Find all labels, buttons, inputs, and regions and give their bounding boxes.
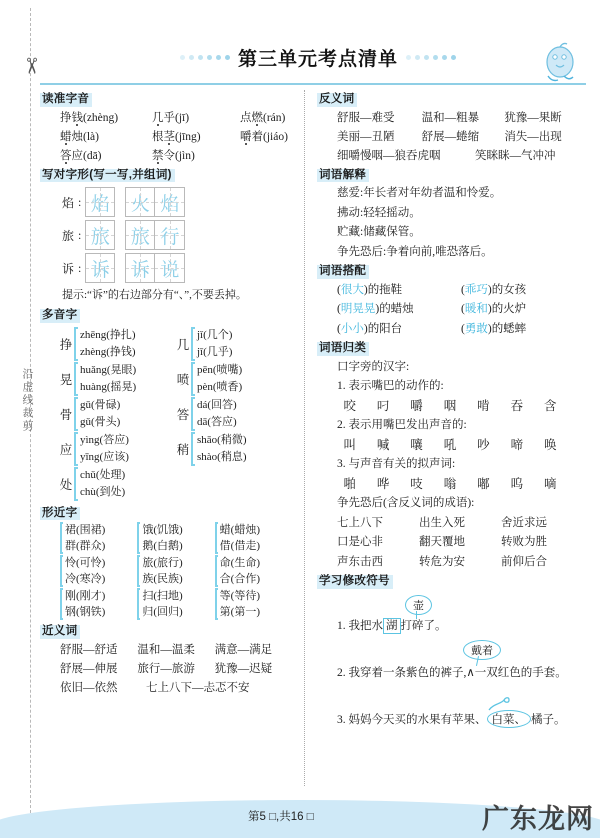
collocation-noun: 的阳台 bbox=[367, 322, 403, 335]
similar-char-row bbox=[40, 555, 292, 587]
colon: : bbox=[78, 260, 82, 275]
classification-char: 咽 bbox=[443, 398, 457, 413]
polyphone-reading: gū(骨碌) bbox=[80, 398, 121, 411]
polyphone-item bbox=[58, 432, 175, 466]
revision-example-2 bbox=[317, 644, 587, 680]
right-dots-ornament bbox=[406, 55, 456, 60]
synonym-row bbox=[40, 660, 292, 679]
similar-char-pair bbox=[137, 522, 214, 554]
classification-char: 啼 bbox=[510, 437, 524, 452]
antonym-pair: 笑眯眯—气冲冲 bbox=[475, 149, 556, 162]
revision-circled-text: 白菜、 bbox=[487, 710, 532, 728]
similar-char-entry: 归(回归) bbox=[142, 606, 183, 618]
brace-icon bbox=[74, 362, 78, 396]
glyph-cell-word[interactable]: 焰 bbox=[155, 187, 185, 217]
classification-char-list bbox=[317, 436, 567, 456]
polyphone-char: 晃 bbox=[59, 372, 73, 387]
explanation-item: 慈爱:年长者对年幼者温和怜爱。 bbox=[337, 187, 502, 199]
synonym-pair: 满意—满足 bbox=[214, 643, 273, 656]
antonym-pair: 温和—粗暴 bbox=[421, 111, 480, 124]
similar-char-pair bbox=[60, 588, 137, 620]
pinyin-item: 嚼着(jiáo) bbox=[240, 130, 288, 143]
similar-char-pair bbox=[215, 588, 292, 620]
antonym-pair: 消失—出现 bbox=[504, 130, 562, 143]
collocation-noun: 的蜡烛 bbox=[379, 303, 414, 315]
similar-char-entry: 族(民族) bbox=[142, 573, 183, 585]
glyph-word-cells bbox=[125, 220, 185, 250]
similar-char-entry: 命(生命) bbox=[219, 557, 260, 569]
explanation-item: 争先恐后:争着向前,唯恐落后。 bbox=[337, 245, 493, 258]
section-heading-classification: 词语归类 bbox=[317, 342, 369, 356]
brace-icon bbox=[137, 522, 140, 554]
polyphone-item bbox=[58, 467, 175, 501]
classification-char: 嘀 bbox=[543, 476, 557, 491]
revision-text-after: 橘子。 bbox=[531, 713, 566, 726]
section-heading-polyphones: 多音字 bbox=[40, 309, 80, 323]
brace-icon bbox=[60, 588, 63, 620]
similar-char-entry: 裙(围裙) bbox=[65, 524, 106, 536]
polyphone-item bbox=[175, 397, 292, 431]
idiom-item: 声东击西 bbox=[337, 555, 383, 568]
classification-char: 唤 bbox=[543, 437, 557, 452]
similar-char-pair bbox=[137, 588, 214, 620]
antonym-pair: 美丽—丑陋 bbox=[337, 130, 395, 143]
glyph-practice-row bbox=[40, 220, 292, 250]
synonym-pair: 舒展—伸展 bbox=[60, 662, 118, 675]
revision-text-after: 打碎了。 bbox=[400, 619, 447, 632]
classification-char: 吼 bbox=[443, 437, 457, 452]
brace-icon bbox=[60, 522, 63, 554]
classification-char: 喊 bbox=[376, 437, 390, 452]
brace-icon bbox=[74, 397, 78, 431]
revision-correction-label: 戴着 bbox=[463, 640, 501, 660]
watermark bbox=[482, 797, 594, 836]
collocation-item: (明晃晃)的蜡烛 bbox=[337, 303, 414, 315]
glyph-cell-word[interactable]: 旅 bbox=[125, 220, 155, 250]
page-footer bbox=[0, 786, 600, 838]
idiom-item: 转败为胜 bbox=[501, 536, 547, 548]
idiom-item: 七上八下 bbox=[337, 516, 383, 529]
classification-char: 叫 bbox=[343, 437, 356, 452]
glyph-cell-word[interactable]: 说 bbox=[155, 253, 185, 283]
antonym-pair: 舒服—难受 bbox=[337, 111, 395, 124]
antonym-pair: 舒展—蜷缩 bbox=[421, 130, 480, 143]
explanation-item: 贮藏:储藏保管。 bbox=[337, 226, 421, 238]
glyph-cell-single[interactable]: 诉 bbox=[85, 253, 115, 283]
antonym-pair: 犹豫—果断 bbox=[504, 111, 562, 124]
delete-mark-icon bbox=[487, 694, 513, 712]
classification-char: 啪 bbox=[343, 476, 356, 491]
polyphone-char: 答 bbox=[176, 407, 190, 422]
polyphone-char: 稍 bbox=[176, 442, 190, 457]
similar-char-entry: 鹅(白鹅) bbox=[142, 540, 183, 552]
left-column bbox=[40, 90, 298, 786]
similar-char-row bbox=[40, 588, 292, 620]
left-dots-ornament bbox=[180, 55, 230, 60]
revision-number: 2. bbox=[337, 666, 346, 679]
brace-icon bbox=[74, 432, 78, 466]
cartoon-mascot-icon bbox=[538, 40, 580, 88]
classification-char: 含 bbox=[543, 398, 557, 413]
classification-char-list bbox=[317, 397, 567, 417]
polyphone-item bbox=[175, 432, 292, 466]
brace-icon bbox=[191, 327, 195, 361]
pinyin-item: 几乎(jī) bbox=[152, 111, 190, 124]
classification-char: 嚷 bbox=[410, 437, 423, 452]
classification-char: 啃 bbox=[477, 398, 490, 413]
polyphone-reading: pèn(喷香) bbox=[197, 380, 243, 393]
content-columns bbox=[40, 90, 586, 786]
polyphone-item bbox=[175, 327, 292, 361]
glyph-cell-word[interactable]: 行 bbox=[155, 220, 185, 250]
polyphone-reading: jǐ(几个) bbox=[197, 328, 233, 341]
similar-char-entry: 扫(扫地) bbox=[142, 590, 183, 602]
antonym-row bbox=[317, 147, 587, 166]
polyphone-char: 骨 bbox=[59, 407, 73, 422]
classification-char-list bbox=[317, 475, 567, 495]
cut-hint-vertical-text: 沿虚线裁剪 bbox=[21, 368, 33, 433]
colon: : bbox=[78, 194, 82, 209]
similar-char-entry: 钢(钢铁) bbox=[65, 606, 106, 618]
polyphone-char: 几 bbox=[176, 337, 190, 352]
brace-icon bbox=[74, 467, 78, 501]
brace-icon bbox=[215, 555, 218, 587]
similar-char-entry: 合(合作) bbox=[219, 573, 260, 585]
similar-char-entry: 冷(寒冷) bbox=[65, 573, 106, 585]
revision-text-after: 一双红色的手套。 bbox=[474, 666, 567, 679]
polyphone-reading: dā(答应) bbox=[197, 415, 237, 428]
similar-char-entry: 蜡(蜡烛) bbox=[219, 524, 260, 536]
polyphone-reading: huàng(摇晃) bbox=[80, 380, 137, 393]
collocation-noun: 的火炉 bbox=[491, 303, 527, 315]
section-heading-revision-symbols: 学习修改符号 bbox=[317, 575, 393, 589]
idiom-row bbox=[317, 533, 587, 553]
glyph-cell-word[interactable]: 火 bbox=[125, 187, 155, 217]
polyphone-column-right bbox=[175, 327, 292, 502]
polyphone-reading: gǔ(骨头) bbox=[80, 415, 121, 428]
polyphone-reading: pēn(喷嘴) bbox=[197, 363, 243, 376]
synonym-pair: 七上八下—忐忑不安 bbox=[146, 681, 250, 694]
similar-char-row bbox=[40, 522, 292, 554]
idiom-item: 舍近求远 bbox=[501, 516, 547, 529]
idiom-item: 口是心非 bbox=[337, 536, 383, 548]
section-heading-synonyms: 近义词 bbox=[40, 625, 80, 639]
polyphone-char: 处 bbox=[59, 477, 73, 492]
polyphone-reading: zhēng(挣扎) bbox=[80, 328, 136, 341]
collocation-modifier: 小小 bbox=[340, 322, 364, 335]
classification-char: 呜 bbox=[510, 476, 524, 491]
pinyin-row bbox=[40, 147, 292, 166]
polyphone-item bbox=[175, 362, 292, 396]
polyphone-char: 挣 bbox=[59, 337, 73, 352]
polyphone-reading: shào(稍息) bbox=[197, 450, 247, 463]
section-heading-pinyin: 读准字音 bbox=[40, 93, 92, 107]
pinyin-item: 点燃(rán) bbox=[240, 111, 286, 124]
glyph-cell-single[interactable]: 旅 bbox=[85, 220, 115, 250]
collocation-noun: 的女孩 bbox=[491, 283, 527, 296]
similar-char-entry: 等(等待) bbox=[219, 590, 260, 602]
collocation-row bbox=[317, 300, 587, 320]
collocation-item: (乖巧)的女孩 bbox=[461, 283, 527, 296]
header-rule bbox=[40, 83, 586, 85]
synonym-row bbox=[40, 679, 292, 698]
polyphone-item bbox=[58, 327, 175, 361]
synonym-pair: 旅行—旅游 bbox=[137, 662, 195, 675]
classification-char: 嚼 bbox=[410, 398, 423, 413]
classification-char: 吞 bbox=[510, 398, 524, 413]
similar-char-entry: 刚(刚才) bbox=[65, 590, 106, 602]
collocation-modifier: 明晃晃 bbox=[340, 303, 376, 315]
glyph-label: 诉 bbox=[62, 261, 75, 276]
glyph-practice-row bbox=[40, 253, 292, 283]
brace-icon bbox=[191, 397, 195, 431]
idiom-row bbox=[317, 553, 587, 573]
polyphone-char: 应 bbox=[59, 442, 73, 457]
polyphone-reading: dá(回答) bbox=[197, 398, 237, 411]
brace-icon bbox=[60, 555, 63, 587]
pinyin-item: 根茎(jīng) bbox=[152, 130, 201, 143]
page-number: 第5 □,共16 □ bbox=[248, 811, 314, 823]
polyphone-reading: shāo(稍微) bbox=[197, 433, 247, 446]
collocation-noun: 的拖鞋 bbox=[367, 283, 403, 296]
revision-number: 1. bbox=[337, 619, 346, 632]
pinyin-row bbox=[40, 128, 292, 147]
polyphone-item bbox=[58, 362, 175, 396]
idiom-item: 出生入死 bbox=[419, 516, 465, 529]
caret-insert-icon: ∧ bbox=[466, 666, 475, 679]
similar-char-entry: 群(群众) bbox=[65, 540, 106, 552]
polyphone-reading: jī(几乎) bbox=[197, 345, 233, 358]
collocation-modifier: 勇敢 bbox=[464, 322, 488, 335]
pinyin-row bbox=[40, 109, 292, 128]
section-heading-similar-chars: 形近字 bbox=[40, 507, 80, 521]
classification-char: 吱 bbox=[410, 476, 423, 491]
collocation-row bbox=[317, 320, 587, 340]
polyphone-reading: yìng(答应) bbox=[80, 433, 129, 446]
antonym-row bbox=[317, 128, 587, 147]
revision-example-3 bbox=[317, 710, 587, 728]
polyphone-reading: huǎng(晃眼) bbox=[80, 363, 137, 376]
brace-icon bbox=[137, 555, 140, 587]
classification-group-label: 2. 表示用嘴巴发出声音的: bbox=[337, 419, 467, 431]
classification-char: 哗 bbox=[376, 476, 390, 491]
similar-char-entry: 借(借走) bbox=[219, 540, 260, 552]
revision-text-before: 我把水 bbox=[348, 619, 383, 632]
brace-icon bbox=[191, 432, 195, 466]
polyphone-block bbox=[40, 327, 292, 502]
classification-group-label: 1. 表示嘴巴的动作的: bbox=[337, 380, 444, 392]
polyphone-reading: chù(到处) bbox=[80, 485, 126, 498]
section-heading-glyphs: 写对字形(写一写,并组词) bbox=[40, 169, 175, 183]
similar-char-pair bbox=[60, 555, 137, 587]
revision-boxed-char: 湖 bbox=[383, 618, 401, 634]
similar-char-pair bbox=[215, 555, 292, 587]
collocation-noun: 的蟋蟀 bbox=[491, 322, 527, 335]
glyph-label: 焰 bbox=[62, 195, 75, 210]
glyph-cell-single[interactable]: 焰 bbox=[85, 187, 115, 217]
similar-char-pair bbox=[60, 522, 137, 554]
revision-number: 3. bbox=[337, 713, 346, 726]
brace-icon bbox=[215, 588, 218, 620]
pinyin-item: 答应(dā) bbox=[60, 149, 102, 162]
column-divider bbox=[304, 90, 305, 786]
glyph-word-cells bbox=[125, 187, 185, 217]
synonym-pair: 舒服—舒适 bbox=[60, 643, 118, 656]
brace-icon bbox=[74, 327, 78, 361]
collocation-modifier: 暖和 bbox=[464, 303, 488, 315]
glyph-word-cells bbox=[125, 253, 185, 283]
antonym-row bbox=[317, 109, 587, 128]
collocation-modifier: 乖巧 bbox=[464, 283, 488, 296]
idiom-row bbox=[317, 514, 587, 534]
pinyin-item: 蜡烛(là) bbox=[60, 130, 99, 143]
glyph-cell-word[interactable]: 诉 bbox=[125, 253, 155, 283]
collocation-item: (很大)的拖鞋 bbox=[337, 283, 403, 296]
synonym-pair: 犹豫—迟疑 bbox=[214, 662, 273, 675]
revision-example-1 bbox=[317, 599, 587, 634]
brace-icon bbox=[191, 362, 195, 396]
classification-char: 嘟 bbox=[477, 476, 490, 491]
similar-char-pair bbox=[215, 522, 292, 554]
right-column bbox=[311, 90, 587, 786]
watermark-text: 广东龙网 bbox=[482, 804, 594, 834]
collocation-modifier: 很大 bbox=[340, 283, 364, 296]
brace-icon bbox=[215, 522, 218, 554]
similar-char-entry: 怜(可怜) bbox=[65, 557, 106, 569]
classification-char: 吵 bbox=[477, 437, 490, 452]
similar-char-entry: 第(第一) bbox=[219, 606, 260, 618]
colon: : bbox=[78, 227, 82, 242]
explanation-item: 拂动:轻轻摇动。 bbox=[337, 206, 421, 219]
classification-group-label: 3. 与声音有关的拟声词: bbox=[337, 458, 456, 470]
polyphone-reading: zhèng(挣钱) bbox=[80, 345, 136, 358]
glyph-hint-text: 提示:“诉”的右边部分有“、”,不要丢掉。 bbox=[62, 289, 247, 301]
scissors-icon: ✂ bbox=[19, 56, 44, 76]
collocation-item: (勇敢)的蟋蟀 bbox=[461, 322, 527, 335]
similar-char-entry: 饿(饥饿) bbox=[142, 524, 183, 536]
idiom-intro: 争先恐后(含反义词的成语): bbox=[337, 497, 475, 509]
section-heading-collocations: 词语搭配 bbox=[317, 265, 369, 279]
polyphone-reading: yīng(应该) bbox=[80, 450, 129, 463]
page-header bbox=[48, 38, 588, 82]
classification-char: 咬 bbox=[343, 398, 356, 413]
collocation-row bbox=[317, 281, 587, 301]
revision-text-before: 我穿着一条紫色的裤子, bbox=[348, 666, 467, 679]
idiom-item: 转危为安 bbox=[419, 555, 465, 568]
revision-text-before: 妈妈今天买的水果有苹果、 bbox=[348, 713, 487, 726]
collocation-item: (暖和)的火炉 bbox=[461, 303, 527, 315]
page-title: 第三单元考点清单 bbox=[237, 49, 398, 70]
synonym-pair: 依旧—依然 bbox=[60, 681, 118, 694]
classification-char: 嗡 bbox=[443, 476, 457, 491]
classification-intro: 口字旁的汉字: bbox=[337, 360, 410, 373]
pinyin-item: 禁令(jìn) bbox=[152, 149, 195, 162]
glyph-label: 旅 bbox=[62, 228, 75, 243]
section-heading-explanations: 词语解释 bbox=[317, 169, 369, 183]
brace-icon bbox=[137, 588, 140, 620]
similar-char-entry: 旅(旅行) bbox=[142, 557, 183, 569]
synonym-row bbox=[40, 641, 292, 660]
antonym-pair: 细嚼慢咽—狼吞虎咽 bbox=[337, 149, 441, 162]
section-heading-antonyms: 反义词 bbox=[317, 93, 357, 107]
polyphone-column-left bbox=[58, 327, 175, 502]
classification-char: 叼 bbox=[376, 398, 390, 413]
idiom-item: 前仰后合 bbox=[501, 555, 547, 568]
synonym-pair: 温和—温柔 bbox=[137, 643, 195, 656]
similar-char-pair bbox=[137, 555, 214, 587]
collocation-item: (小小)的阳台 bbox=[337, 322, 403, 335]
pinyin-item: 挣钱(zhèng) bbox=[60, 111, 119, 124]
polyphone-reading: chǔ(处理) bbox=[80, 468, 126, 481]
glyph-practice-row bbox=[40, 187, 292, 217]
idiom-item: 翻天覆地 bbox=[419, 536, 465, 548]
polyphone-char: 喷 bbox=[176, 372, 190, 387]
polyphone-item bbox=[58, 397, 175, 431]
revision-correction-label: 壶 bbox=[405, 595, 432, 615]
